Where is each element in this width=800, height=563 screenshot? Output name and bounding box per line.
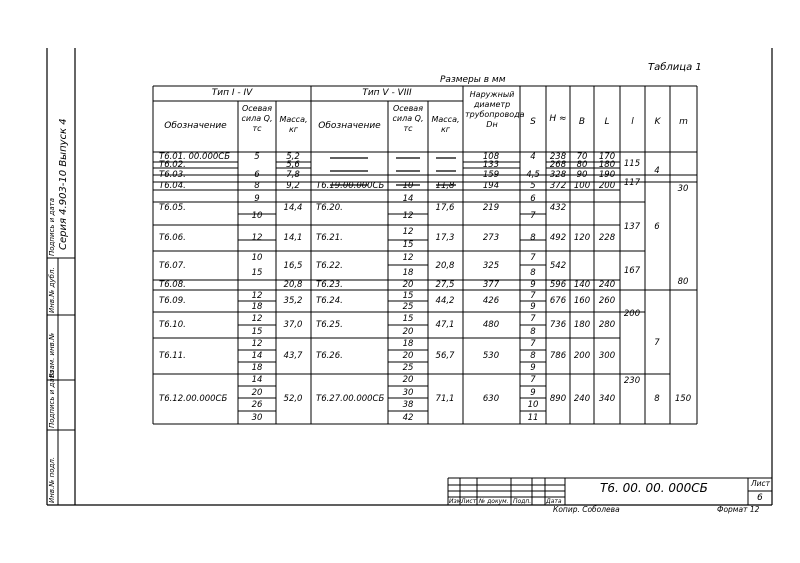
table-cell: 17,6 bbox=[435, 202, 455, 213]
sheet-label: Лист bbox=[751, 479, 771, 488]
table-cell: 9 bbox=[530, 363, 536, 373]
table-cell: 432 bbox=[549, 202, 567, 213]
table-cell: 14 bbox=[402, 193, 414, 204]
table-cell: Т6.08. bbox=[159, 280, 186, 290]
table-cell: 20 bbox=[402, 375, 414, 386]
table-cell: 18 bbox=[402, 267, 414, 278]
table-cell: 15 bbox=[402, 290, 414, 301]
table-cell: 20 bbox=[402, 326, 414, 337]
table-cell: 14 bbox=[251, 375, 263, 386]
table-cell: Т6.27.00.000СБ bbox=[316, 394, 385, 404]
table-cell: 170 bbox=[598, 152, 616, 162]
table-cell: 7 bbox=[530, 211, 536, 222]
table-cell: Т6.24. bbox=[316, 296, 343, 306]
table-cell: 219 bbox=[482, 202, 500, 213]
table-cell: 42 bbox=[402, 412, 414, 423]
table-cell: 890 bbox=[549, 394, 567, 404]
table-cell: Т6.12.00.000СБ bbox=[159, 394, 228, 404]
table-cell: Т6.04. bbox=[159, 181, 186, 191]
table-cell: 137 bbox=[623, 221, 641, 232]
table-cell: 6 bbox=[530, 193, 536, 204]
table-cell: 18 bbox=[251, 363, 263, 373]
table-cell: 47,1 bbox=[435, 320, 455, 330]
group-type-5-8: Тип V - VIII bbox=[362, 88, 412, 98]
header-mass-1: Масса, кг bbox=[279, 115, 308, 134]
table-cell: Т6.26. bbox=[316, 351, 343, 361]
table-cell: 25 bbox=[402, 363, 414, 373]
table-cell: Т6.01. 00.000СБ bbox=[159, 152, 231, 162]
table-cell: Т6.25. bbox=[316, 320, 343, 330]
table-cell: 240 bbox=[573, 394, 591, 404]
table-cell: 14,4 bbox=[283, 202, 303, 213]
header-b: B bbox=[578, 117, 586, 127]
table-cell: Т6.03. bbox=[159, 170, 186, 180]
table-cell: 596 bbox=[549, 280, 567, 290]
table-cell: 18 bbox=[251, 301, 263, 312]
table-cell: 7 bbox=[654, 338, 660, 348]
table-cell: 71,1 bbox=[435, 394, 455, 404]
table-cell: 180 bbox=[573, 320, 591, 330]
table-cell: 8 bbox=[530, 233, 536, 243]
margin-signature-date-2: Подпись и дата bbox=[48, 198, 56, 256]
header-axial-force-1: Осевая сила Q, тс bbox=[241, 104, 273, 133]
table-cell: 56,7 bbox=[435, 351, 455, 361]
units-note: Размеры в мм bbox=[440, 75, 506, 85]
table-cell: 230 bbox=[623, 376, 641, 386]
table-cell: Т6.05. bbox=[159, 202, 186, 213]
table-cell: 7 bbox=[530, 339, 536, 349]
header-m: m bbox=[679, 117, 688, 127]
stamp-col-change: Изм. bbox=[449, 498, 464, 505]
table-cell: 10 bbox=[251, 253, 263, 264]
margin-inv-original: Инв.№ подл. bbox=[48, 456, 56, 503]
table-cell: 117 bbox=[623, 177, 641, 188]
table-cell: 115 bbox=[623, 158, 641, 169]
header-h: H ≈ bbox=[549, 114, 567, 124]
table-cell: 300 bbox=[598, 351, 616, 361]
table-cell: 12 bbox=[251, 290, 263, 301]
stamp-col-sign: Подп. bbox=[513, 498, 532, 505]
table-cell: 9 bbox=[530, 280, 536, 290]
table-cell: 492 bbox=[549, 233, 567, 243]
table-cell: 8 bbox=[530, 267, 536, 278]
table-cell: 80 bbox=[576, 160, 588, 170]
table-cell: 200 bbox=[598, 181, 616, 191]
table-cell: 15 bbox=[251, 267, 263, 278]
header-designation-2: Обозначение bbox=[318, 121, 381, 131]
table-cell: 200 bbox=[623, 309, 641, 319]
table-cell: 52,0 bbox=[283, 394, 303, 404]
table-cell: Т6.21. bbox=[316, 233, 343, 243]
table-cell: 11 bbox=[527, 412, 539, 423]
margin-signature-date-1: Подпись и дата bbox=[48, 370, 56, 428]
table-cell: 676 bbox=[549, 296, 567, 306]
table-cell: 6 bbox=[654, 221, 660, 232]
table-cell: 12 bbox=[251, 339, 263, 349]
header-mass-2: Масса, кг bbox=[431, 115, 460, 134]
table-cell: 273 bbox=[482, 233, 500, 243]
header-axial-force-2: Осевая сила Q, тс bbox=[392, 104, 424, 133]
table-cell: 5 bbox=[530, 181, 536, 191]
table-cell: 44,2 bbox=[435, 296, 455, 306]
margin-replaced-inv: Взам. инв.№ bbox=[48, 332, 56, 378]
table-cell: 8 bbox=[530, 326, 536, 337]
table-cell: 25 bbox=[402, 301, 414, 312]
table-cell: 12 bbox=[402, 211, 414, 222]
table-cell: 6 bbox=[254, 170, 260, 180]
table-cell: Т6.10. bbox=[159, 320, 186, 330]
table-cell: 100 bbox=[573, 181, 591, 191]
table-cell: 8 bbox=[254, 181, 260, 191]
header-l: l bbox=[631, 117, 634, 127]
table-cell: 20,8 bbox=[283, 280, 303, 290]
table-cell: 377 bbox=[482, 280, 500, 290]
table-cell: 80 bbox=[677, 276, 689, 287]
copied-by: Копир. Соболева bbox=[553, 505, 620, 514]
table-cell: 7 bbox=[530, 253, 536, 264]
table-cell: 9,2 bbox=[286, 181, 300, 191]
table-cell: 140 bbox=[573, 280, 591, 290]
table-cell: 180 bbox=[598, 160, 616, 170]
table-cell: 340 bbox=[598, 394, 616, 404]
table-cell: 160 bbox=[573, 296, 591, 306]
table-cell: 5,2 bbox=[286, 152, 300, 162]
table-cell: 328 bbox=[549, 170, 567, 180]
table-cell: 27,5 bbox=[435, 280, 455, 290]
table-cell: 15 bbox=[251, 326, 263, 337]
table-cell: 14 bbox=[251, 351, 263, 361]
table-cell: 426 bbox=[482, 296, 500, 306]
format-label: Формат 12 bbox=[717, 505, 760, 514]
table-cell: 4,5 bbox=[526, 170, 540, 180]
table-cell: 12 bbox=[402, 253, 414, 264]
table-cell: Т6.07. bbox=[159, 260, 186, 271]
table-cell: 325 bbox=[482, 260, 500, 271]
table-cell: 150 bbox=[674, 394, 692, 404]
table-cell: 228 bbox=[598, 233, 616, 243]
table-cell: Т6.02. bbox=[159, 160, 186, 170]
table-cell: 11,8 bbox=[435, 181, 455, 191]
table-cell: 630 bbox=[482, 394, 500, 404]
table-cell: 38 bbox=[402, 400, 414, 411]
table-cell: 5,6 bbox=[286, 160, 300, 170]
table-cell: 30 bbox=[402, 387, 414, 398]
table-cell: 90 bbox=[576, 170, 588, 180]
table-cell: 7 bbox=[530, 375, 536, 386]
table-cell: 7 bbox=[530, 313, 536, 324]
table-cell: 14,1 bbox=[283, 233, 303, 243]
table-cell: 20 bbox=[402, 280, 414, 290]
table-cell: 4 bbox=[530, 152, 536, 162]
table-cell: 10 bbox=[527, 400, 539, 411]
table-cell: 4 bbox=[654, 166, 660, 176]
header-L: L bbox=[604, 117, 610, 127]
table-cell: 30 bbox=[677, 183, 689, 194]
table-cell: 20,8 bbox=[435, 260, 455, 271]
sheet-number: 6 bbox=[757, 493, 763, 503]
stamp-col-doc: № докум. bbox=[479, 498, 509, 505]
table-cell: 542 bbox=[549, 260, 567, 271]
table-cell: Т6.23. bbox=[316, 280, 343, 290]
table-cell: 8 bbox=[654, 394, 660, 404]
margin-inv-duplicate: Инв.№ дубл. bbox=[48, 267, 56, 313]
header-k: K bbox=[654, 117, 661, 127]
table-cell: 108 bbox=[482, 152, 500, 162]
table-cell: 12 bbox=[402, 226, 414, 237]
table-cell: 238 bbox=[549, 152, 567, 162]
table-cell: 736 bbox=[549, 320, 567, 330]
table-cell: 786 bbox=[549, 351, 567, 361]
table-cell: 133 bbox=[482, 160, 500, 170]
stamp-col-date: Дата bbox=[546, 498, 562, 505]
doc-number: Т6. 00. 00. 000СБ bbox=[600, 481, 708, 495]
table-cell: 9 bbox=[530, 301, 536, 312]
table-cell: 530 bbox=[482, 351, 500, 361]
header-s: S bbox=[530, 117, 536, 127]
table-cell: 18 bbox=[402, 339, 414, 349]
table-cell: 43,7 bbox=[283, 351, 303, 361]
table-cell: Т6.11. bbox=[159, 351, 186, 361]
table-cell: 268 bbox=[549, 160, 567, 170]
table-cell: 372 bbox=[549, 181, 567, 191]
table-cell: 8 bbox=[530, 351, 536, 361]
table-cell: 260 bbox=[598, 296, 616, 306]
table-cell: 12 bbox=[251, 233, 263, 243]
table-cell: 240 bbox=[598, 280, 616, 290]
table-cell: 120 bbox=[573, 233, 591, 243]
table-cell: 37,0 bbox=[283, 320, 303, 330]
table-cell: 159 bbox=[482, 170, 500, 180]
table-cell: Т6.20. bbox=[316, 202, 343, 213]
table-cell: 16,5 bbox=[283, 260, 303, 271]
table-cell: 480 bbox=[482, 320, 500, 330]
table-cell: 20 bbox=[251, 387, 263, 398]
table-cell: 167 bbox=[623, 265, 641, 276]
table-cell: Т6.19.00.000СБ bbox=[316, 181, 385, 191]
table-cell: 12 bbox=[251, 313, 263, 324]
series-label: Серия 4.903-10 Выпуск 4 bbox=[58, 118, 69, 250]
table-cell: 7,8 bbox=[286, 170, 300, 180]
table-cell: Т6.09. bbox=[159, 296, 186, 306]
table-cell: 20 bbox=[402, 351, 414, 361]
table-cell: 10 bbox=[251, 211, 263, 222]
header-designation-1: Обозначение bbox=[164, 121, 227, 131]
table-cell: 15 bbox=[402, 239, 414, 250]
table-cell: 15 bbox=[402, 313, 414, 324]
table-cell: 194 bbox=[482, 181, 500, 191]
group-type-1-4: Тип I - IV bbox=[211, 88, 253, 98]
table-cell: 70 bbox=[576, 152, 588, 162]
header-pipe-diameter: Наружный диаметр трубопровода Dн bbox=[465, 90, 525, 129]
table-cell: 10 bbox=[402, 181, 414, 191]
table-cell: 17,3 bbox=[435, 233, 455, 243]
stamp-col-sheet: Лист bbox=[461, 498, 477, 505]
table-cell: 26 bbox=[251, 400, 263, 411]
table-caption: Таблица 1 bbox=[648, 62, 702, 73]
table-cell: 190 bbox=[598, 170, 616, 180]
table-cell: 9 bbox=[530, 387, 536, 398]
table-cell: Т6.06. bbox=[159, 233, 186, 243]
table-cell: 30 bbox=[251, 412, 263, 423]
table-cell: Т6.22. bbox=[316, 260, 343, 271]
table-cell: 35,2 bbox=[283, 296, 303, 306]
table-cell: 200 bbox=[573, 351, 591, 361]
table-cell: 7 bbox=[530, 290, 536, 301]
table-cell: 280 bbox=[598, 320, 616, 330]
table-cell: 5 bbox=[254, 152, 260, 162]
table-cell: 9 bbox=[254, 193, 260, 204]
